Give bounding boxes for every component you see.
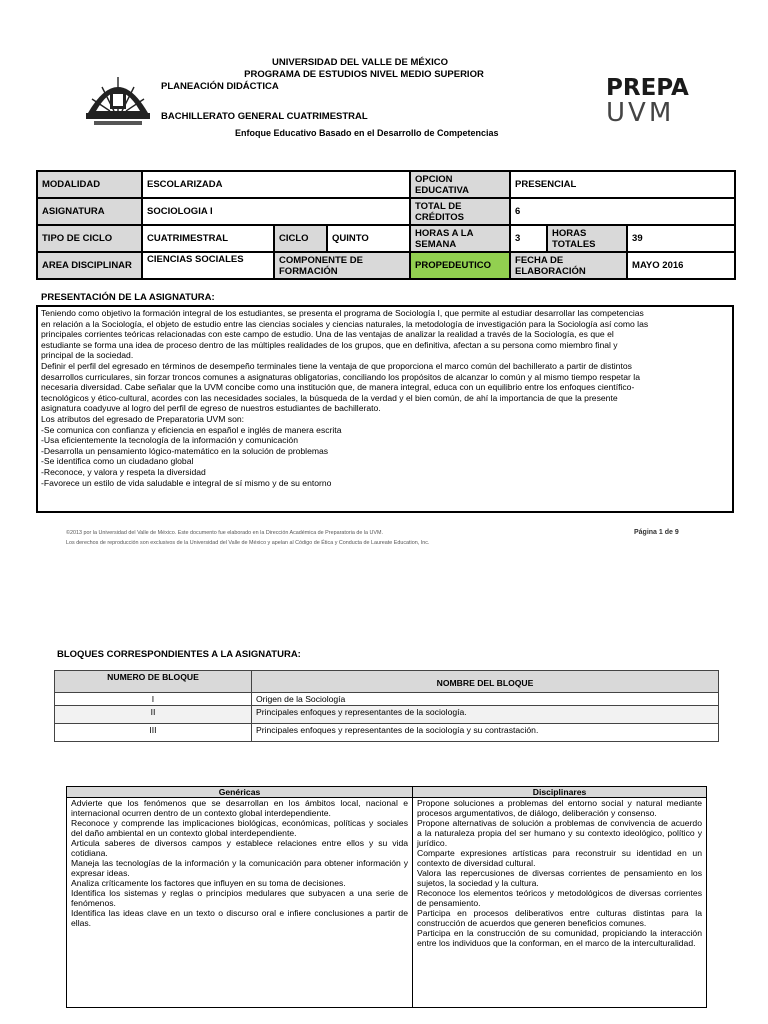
bloque-name: Principales enfoques y representantes de la sociología y su contrastación. (252, 724, 719, 742)
creditos-value: 6 (510, 198, 735, 225)
opcion-label: OPCION EDUCATIVA (410, 171, 510, 198)
area-value: CIENCIAS SOCIALES (142, 252, 274, 279)
presentacion-line: principal de la sociedad. (41, 350, 134, 361)
presentacion-line: -Usa eficientemente la tecnología de la información y comunicación (41, 435, 298, 446)
componente-label: COMPONENTE DE FORMACIÓN (274, 252, 410, 279)
generica-item: Maneja las tecnologías de la información y la comunicación para obtener información y expresar ideas. (71, 858, 408, 878)
creditos-label: TOTAL DE CRÉDITOS (410, 198, 510, 225)
horas-totales-label: HORAS TOTALES (547, 225, 627, 252)
presentacion-line: principales corrientes teóricas relacionadas con este campo de estudio. Una de las ventajas de analizar la realidad a través de la Sociología, es que el (41, 329, 614, 340)
presentacion-line: Los atributos del egresado de Preparatoria UVM son: (41, 413, 245, 424)
asignatura-label: ASIGNATURA (37, 198, 142, 225)
presentacion-line: desarrollos curriculares, sin forzar troncos comunes a asignaturas obligatorias, conciliando los propósitos de alcanzar lo común y al mismo tiempo respetar la (41, 371, 640, 382)
program-name: PROGRAMA DE ESTUDIOS NIVEL MEDIO SUPERIOR (244, 69, 484, 80)
presentacion-line: necesaria diversidad. Cabe señalar que la UVM concibe como una institución que, de manera integral, educa con un equilibrio entre los enfoques científico- (41, 382, 635, 393)
presentacion-line: Teniendo como objetivo la formación integral de los estudiantes, se presenta el programa de Sociología I, que permite al estudiar desarrollar las competencias (41, 308, 644, 318)
table-row (55, 693, 719, 706)
disciplinar-item: Participa en la construcción de su comunidad, propiciando la interacción entre los individuos que la conforman, en el marco de la interculturalidad. (417, 928, 702, 948)
tipo-ciclo-label: TIPO DE CICLO (37, 225, 142, 252)
area-label: AREA DISCIPLINAR (37, 252, 142, 279)
componente-value: PROPEDEUTICO (410, 252, 510, 279)
presentacion-line: -Favorece un estilo de vida saludable e integral de sí mismo y de su entorno (41, 477, 332, 488)
presentacion-line: Definir el perfil del egresado en términos de desempeño terminales tiene la ventaja de que proporciona el marco común del bachillerato a partir de distintos (41, 360, 632, 371)
horas-semana-value: 3 (510, 225, 547, 252)
presentacion-line: -Desarrolla un pensamiento lógico-matemático en la solución de problemas (41, 445, 329, 456)
presentacion-line: asignatura coadyuve al logro del perfil de egreso de nuestros estudiantes de bachillerato. (41, 403, 381, 414)
ciclo-label: CICLO (274, 225, 327, 252)
bloque-name: Origen de la Sociología (252, 693, 719, 706)
prepa-uvm-logo (606, 75, 689, 128)
horas-semana-label: HORAS A LA SEMANA (410, 225, 510, 252)
competencias-table (66, 786, 707, 1008)
col-disciplinares: Disciplinares (413, 787, 707, 798)
presentacion-line: -Reconoce, y valora y respeta la diversidad (41, 466, 206, 477)
fecha-value: MAYO 2016 (627, 252, 735, 279)
col-genericas: Genéricas (67, 787, 413, 798)
presentacion-line: -Se identifica como un ciudadano global (41, 456, 194, 467)
page-number: Página 1 de 9 (634, 529, 679, 536)
disciplinar-item: Propone alternativas de solución a problemas de convivencia de acuerdo a la naturaleza propia del ser humano y su contexto ideológico, político y jurídico. (417, 818, 702, 848)
bloque-num: I (55, 693, 252, 706)
course-info-table (36, 170, 736, 280)
presentacion-title: PRESENTACIÓN DE LA ASIGNATURA: (41, 292, 215, 303)
disciplinar-item: Valora las repercusiones de diversas corrientes de pensamiento en los sujetos, la sociedad y la cultura. (417, 868, 702, 888)
generica-item: Identifica las ideas clave en un texto o discurso oral e infiere conclusiones a partir de ellas. (71, 908, 408, 928)
generica-item: Articula saberes de diversos campos y establece relaciones entre ellos y su vida cotidiana. (71, 838, 408, 858)
bloque-num: II (55, 706, 252, 724)
presentacion-line: -Se comunica con confianza y eficiencia en español e inglés de manera escrita (41, 424, 342, 435)
col-nombre-bloque: NOMBRE DEL BLOQUE (252, 671, 719, 693)
bloque-name: Principales enfoques y representantes de la sociología. (252, 706, 719, 724)
genericas-cell (67, 798, 413, 1008)
logo-line-prepa: PREPA (606, 75, 689, 101)
disciplinar-item: Participa en procesos deliberativos entre culturas distintas para la construcción de acuerdos que generen beneficios comunes. (417, 908, 702, 928)
col-numero-bloque: NUMERO DE BLOQUE (55, 671, 252, 693)
disciplinares-cell (413, 798, 707, 1008)
horas-totales-value: 39 (627, 225, 735, 252)
university-name: UNIVERSIDAD DEL VALLE DE MÉXICO (272, 57, 448, 68)
planning-title: PLANEACIÓN DIDÁCTICA (161, 81, 279, 92)
approach-title: Enfoque Educativo Basado en el Desarrollo de Competencias (235, 128, 499, 138)
disciplinar-item: Propone soluciones a problemas del entorno social y natural mediante procesos argumentativos, de diálogo, deliberación y consenso. (417, 798, 702, 818)
generica-item: Analiza críticamente los factores que influyen en su toma de decisiones. (71, 878, 346, 888)
generica-item: Advierte que los fenómenos que se desarrollan en los ámbitos local, nacional e internacional ocurren dentro de un contexto global interdependiente. (71, 798, 408, 818)
modalidad-value: ESCOLARIZADA (142, 171, 410, 198)
bachillerato-title: BACHILLERATO GENERAL CUATRIMESTRAL (161, 111, 368, 122)
opcion-value: PRESENCIAL (510, 171, 735, 198)
disciplinar-item: Comparte expresiones artísticas para reconstruir su identidad en un contexto de diversidad cultural. (417, 848, 702, 868)
table-row (55, 706, 719, 724)
presentacion-line: estudiante se forma una idea de proceso dentro de las múltiples realidades de los grupos, que en definitiva, afectan a su persona como miembro final y (41, 339, 618, 350)
footer-rights: Los derechos de reproducción son exclusivos de la Universidad del Valle de México y apelan al Código de Ética y Conducta de Laureate Education, Inc. (66, 540, 430, 546)
tipo-ciclo-value: CUATRIMESTRAL (142, 225, 274, 252)
disciplinar-item: Reconoce los elementos teóricos y metodológicos de diversas corrientes de pensamiento. (417, 888, 702, 908)
footer-copyright: ©2013 por la Universidad del Valle de México. Este documento fue elaborado en la Dirección Académica de Preparatoria de la UVM. (66, 530, 384, 536)
logo-line-uvm: UVM (606, 98, 675, 128)
generica-item: Reconoce y comprende las implicaciones biológicas, económicas, políticas y sociales del daño ambiental en un contexto global interdependiente. (71, 818, 408, 838)
fecha-label: FECHA DE ELABORACIÓN (510, 252, 627, 279)
presentacion-line: en relación a la Sociología, el objeto de estudio entre las ciencias sociales y ciencias naturales, la metodología de investigación para la Sociología así como las (41, 318, 649, 329)
modalidad-label: MODALIDAD (37, 171, 142, 198)
presentacion-line: tecnológicos y ético-cultural, acordes con las necesidades sociales, la búsqueda de la verdad y el bien común, de ahí la importancia de que la presente (41, 392, 618, 403)
bloques-table (54, 670, 719, 742)
asignatura-value: SOCIOLOGIA I (142, 198, 410, 225)
bloques-title: BLOQUES CORRESPONDIENTES A LA ASIGNATURA: (57, 649, 301, 660)
table-row (55, 724, 719, 742)
university-seal-icon (80, 67, 156, 129)
ciclo-value: QUINTO (327, 225, 410, 252)
generica-item: Identifica los sistemas y reglas o principios medulares que subyacen a una serie de fenómenos. (71, 888, 408, 908)
bloque-num: III (55, 724, 252, 742)
presentacion-box (36, 305, 734, 513)
